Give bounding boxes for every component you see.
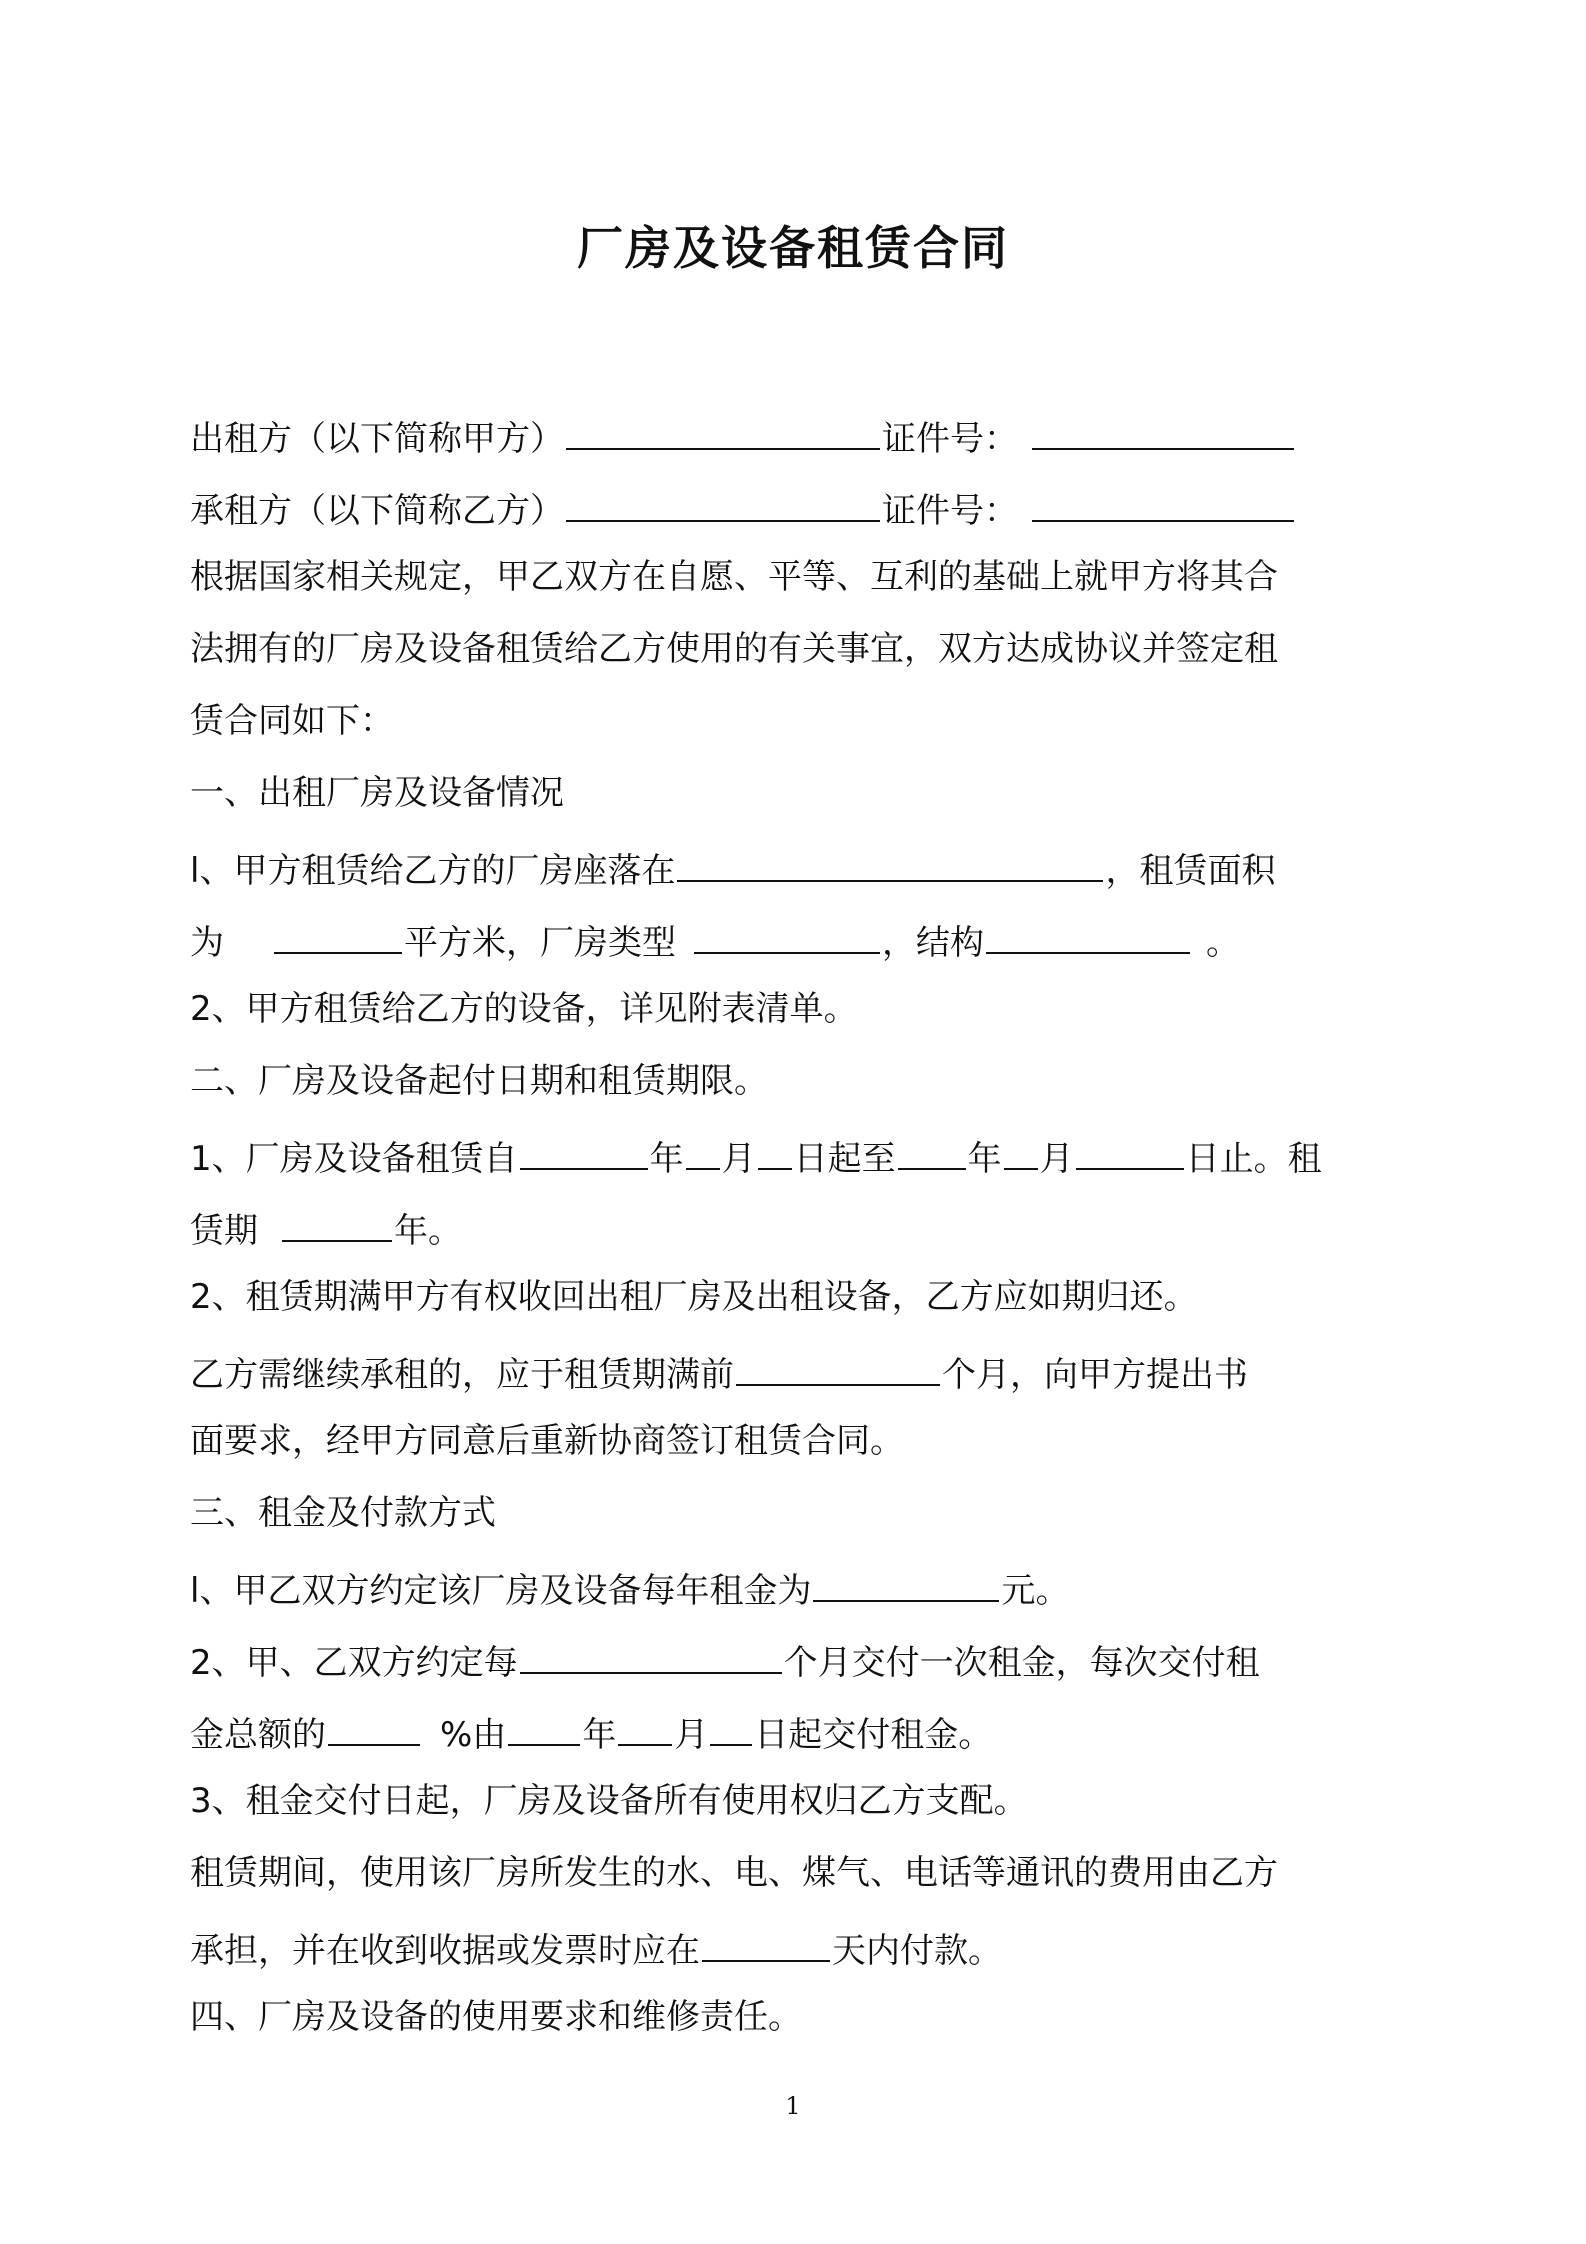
- clause-2-2: 2、租赁期满甲方有权收回出租厂房及出租设备，乙方应如期归还。: [190, 1277, 1198, 1317]
- section-3-heading: 三、租金及付款方式: [190, 1493, 496, 1533]
- clause-text: 赁期: [190, 1211, 258, 1251]
- section-4-heading: 四、厂房及设备的使用要求和维修责任。: [190, 1997, 802, 2037]
- clause-text: %由: [440, 1715, 507, 1755]
- payment-days-blank: [702, 1920, 830, 1962]
- clause-text: 月: [721, 1139, 756, 1179]
- clause-text: 月: [674, 1715, 709, 1755]
- renewal-line-cont: 面要求，经甲方同意后重新协商签订租赁合同。: [190, 1421, 904, 1461]
- clause-text: 年: [649, 1139, 684, 1179]
- clause-text: 个月交付一次租金，每次交付租: [783, 1643, 1260, 1683]
- lessor-id-blank: [1032, 408, 1294, 450]
- document-title: 厂房及设备租赁合同: [577, 221, 1009, 275]
- lessor-id-label: 证件号：: [882, 419, 1018, 459]
- annual-rent-blank: [813, 1560, 999, 1602]
- start-year-blank: [520, 1128, 648, 1170]
- lessor-name-blank: [566, 408, 880, 450]
- clause-text: 年。: [394, 1211, 462, 1251]
- pay-month-blank: [618, 1704, 672, 1746]
- clause-1-1-cont: [190, 912, 1240, 962]
- clause-3-2-cont: [190, 1704, 992, 1754]
- clause-3-3: 3、租金交付日起，厂房及设备所有使用权归乙方支配。: [190, 1781, 1028, 1821]
- lessor-line: [190, 408, 1296, 458]
- clause-text: 乙方需继续承租的，应于租赁期满前: [190, 1355, 734, 1395]
- clause-text: 2、甲、乙双方约定每: [190, 1643, 518, 1683]
- utilities-line: 租赁期间，使用该厂房所发生的水、电、煤气、电话等通讯的费用由乙方: [190, 1853, 1278, 1893]
- clause-2-1: [190, 1128, 1322, 1178]
- lease-years-blank: [282, 1200, 392, 1242]
- clause-3-2: [190, 1632, 1260, 1682]
- clause-text: ，结构: [882, 923, 984, 963]
- start-month-blank: [686, 1128, 720, 1170]
- preamble-line-1: 根据国家相关规定，甲乙双方在自愿、平等、互利的基础上就甲方将其合: [190, 557, 1278, 597]
- end-day-blank: [1076, 1128, 1184, 1170]
- clause-text: 个月，向甲方提出书: [942, 1355, 1248, 1395]
- clause-text: 金总额的: [190, 1715, 326, 1755]
- clause-1-1: [190, 840, 1275, 890]
- end-month-blank: [1004, 1128, 1038, 1170]
- lessee-line: [190, 480, 1296, 530]
- factory-type-blank: [694, 912, 880, 954]
- utilities-line-cont: [190, 1920, 1002, 1970]
- clause-text: l、甲方租赁给乙方的厂房座落在: [190, 851, 676, 891]
- lessee-id-label: 证件号：: [882, 491, 1018, 531]
- lessor-label: 出租方（以下简称甲方）: [190, 419, 564, 459]
- lessee-name-blank: [566, 480, 880, 522]
- section-1-heading: 一、出租厂房及设备情况: [190, 773, 564, 813]
- clause-text: 为: [190, 923, 224, 963]
- clause-text: 年: [582, 1715, 617, 1755]
- section-2-heading: 二、厂房及设备起付日期和租赁期限。: [190, 1061, 768, 1101]
- location-blank: [677, 840, 1103, 882]
- clause-text: 1、厂房及设备租赁自: [190, 1139, 518, 1179]
- clause-text: 日起交付租金。: [754, 1715, 993, 1755]
- clause-text: 天内付款。: [832, 1931, 1002, 1971]
- start-day-blank: [758, 1128, 792, 1170]
- payment-interval-blank: [520, 1632, 782, 1674]
- clause-3-1: [190, 1560, 1069, 1610]
- clause-1-2: 2、甲方租赁给乙方的设备，详见附表清单。: [190, 989, 858, 1029]
- end-year-blank: [898, 1128, 966, 1170]
- preamble-line-2: 法拥有的厂房及设备租赁给乙方使用的有关事宜，双方达成协议并签定租: [190, 629, 1278, 669]
- notice-months-blank: [736, 1344, 940, 1386]
- clause-text: l、甲乙双方约定该厂房及设备每年租金为: [190, 1571, 812, 1611]
- clause-text: 。: [1206, 923, 1240, 963]
- area-blank: [274, 912, 402, 954]
- pay-day-blank: [710, 1704, 752, 1746]
- clause-text: 平方米，厂房类型: [404, 923, 676, 963]
- page-number: 1: [785, 2092, 801, 2120]
- clause-text: 承担，并在收到收据或发票时应在: [190, 1931, 700, 1971]
- pay-year-blank: [508, 1704, 580, 1746]
- clause-2-1-cont: [190, 1200, 462, 1250]
- lessee-id-blank: [1032, 480, 1294, 522]
- clause-text: 元。: [1001, 1571, 1070, 1611]
- clause-text: 日止。租: [1185, 1139, 1322, 1179]
- percent-blank: [328, 1704, 420, 1746]
- clause-text: ，租赁面积: [1105, 851, 1276, 891]
- lessee-label: 承租方（以下简称乙方）: [190, 491, 564, 531]
- renewal-line: [190, 1344, 1248, 1394]
- clause-text: 月: [1039, 1139, 1074, 1179]
- preamble-line-3: 赁合同如下：: [190, 701, 394, 741]
- structure-blank: [986, 912, 1190, 954]
- clause-text: 日起至: [793, 1139, 896, 1179]
- clause-text: 年: [967, 1139, 1002, 1179]
